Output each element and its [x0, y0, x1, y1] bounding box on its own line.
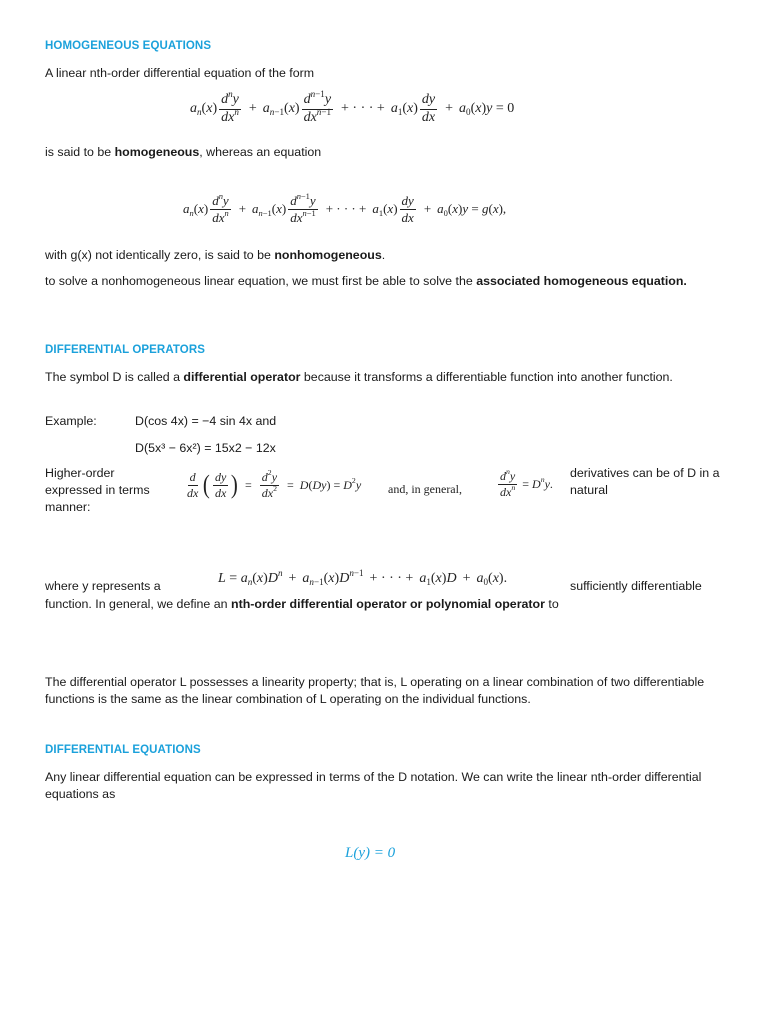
example-label: Example: — [45, 414, 97, 428]
section-heading-operators: DIFFERENTIAL OPERATORS — [45, 344, 206, 356]
d-notation-paragraph: Any linear differential equation can be expressed in terms of the D notation. We can write the linear nth-order differential equations as — [45, 770, 702, 801]
higher-order-text-left: Higher-order expressed in terms manner: — [45, 466, 150, 514]
equation-nth-derivative: $\frac{d^ny}{dx^n}$ = $D^ny$. — [500, 467, 553, 499]
nth-order-operator-definition: function. In general, we define an nth-order differential operator or polynomial operator to — [45, 597, 559, 611]
homogeneous-definition: is said to be homogeneous, whereas an equation — [45, 145, 322, 159]
equation-second-derivative: $\frac{d}{dx}$ ( $\frac{dy}{dx}$ ) = $\frac{d^2y}{dx^2}$ = $D(Dy) = D^2y$ — [187, 467, 362, 500]
linearity-paragraph: The differential operator L possesses a linearity property; that is, L operating on a linear combination of two differentiable functions is the same as the linear combination of L operating on the individual functions. — [45, 675, 705, 706]
equation-final: L(y) = 0 — [345, 845, 396, 861]
nonhomogeneous-definition: with g(x) not identically zero, is said to be nonhomogeneous. — [45, 248, 386, 262]
equation-homogeneous: $a_n(x)$ $\frac{d^ny}{dx^n}$ + $a_{n-1}(x)$ $\frac{d^{n-1}y}{dx^{n-1}}$ + · · · + $a_1(x)$ $\frac{dy}{dx}$ + $a_0(x)y = 0$ — [190, 89, 515, 125]
and-in-general-text: and, in general, — [388, 482, 462, 496]
operator-definition: The symbol D is called a differential operator because it transforms a differentiable function into another function. — [45, 370, 673, 384]
higher-order-text-right: derivatives can be of D in a natural — [570, 466, 720, 497]
equation-polynomial-operator: $L = a_n(x)D^n$ + $a_{n-1}(x)D^{n-1}$ + · · · + $a_1(x)D$ + $a_0(x)$. — [218, 568, 508, 587]
section-heading-homogeneous: HOMOGENEOUS EQUATIONS — [45, 40, 212, 52]
where-y-text: where y represents a — [45, 579, 161, 593]
associated-homogeneous-paragraph: to solve a nonhomogeneous linear equation, we must first be able to solve the associated homogeneous equation. — [45, 274, 687, 288]
equation-nonhomogeneous: $a_n(x)$ $\frac{d^ny}{dx^n}$ + $a_{n-1}(x)$ $\frac{d^{n-1}y}{dx^{n-1}}$ + · · · + $a_1(x)$ $\frac{dy}{dx}$ + $a_0(x)y = g(x)$, — [183, 191, 507, 225]
sufficiently-differentiable-text: sufficiently differentiable — [570, 579, 702, 593]
homogeneous-intro: A linear nth-order differential equation of the form — [45, 66, 315, 80]
section-heading-equations: DIFFERENTIAL EQUATIONS — [45, 744, 201, 756]
example-polynomial: D(5x³ − 6x²) = 15x2 − 12x — [135, 441, 276, 455]
example-cos: D(cos 4x) = −4 sin 4x and — [135, 414, 277, 428]
